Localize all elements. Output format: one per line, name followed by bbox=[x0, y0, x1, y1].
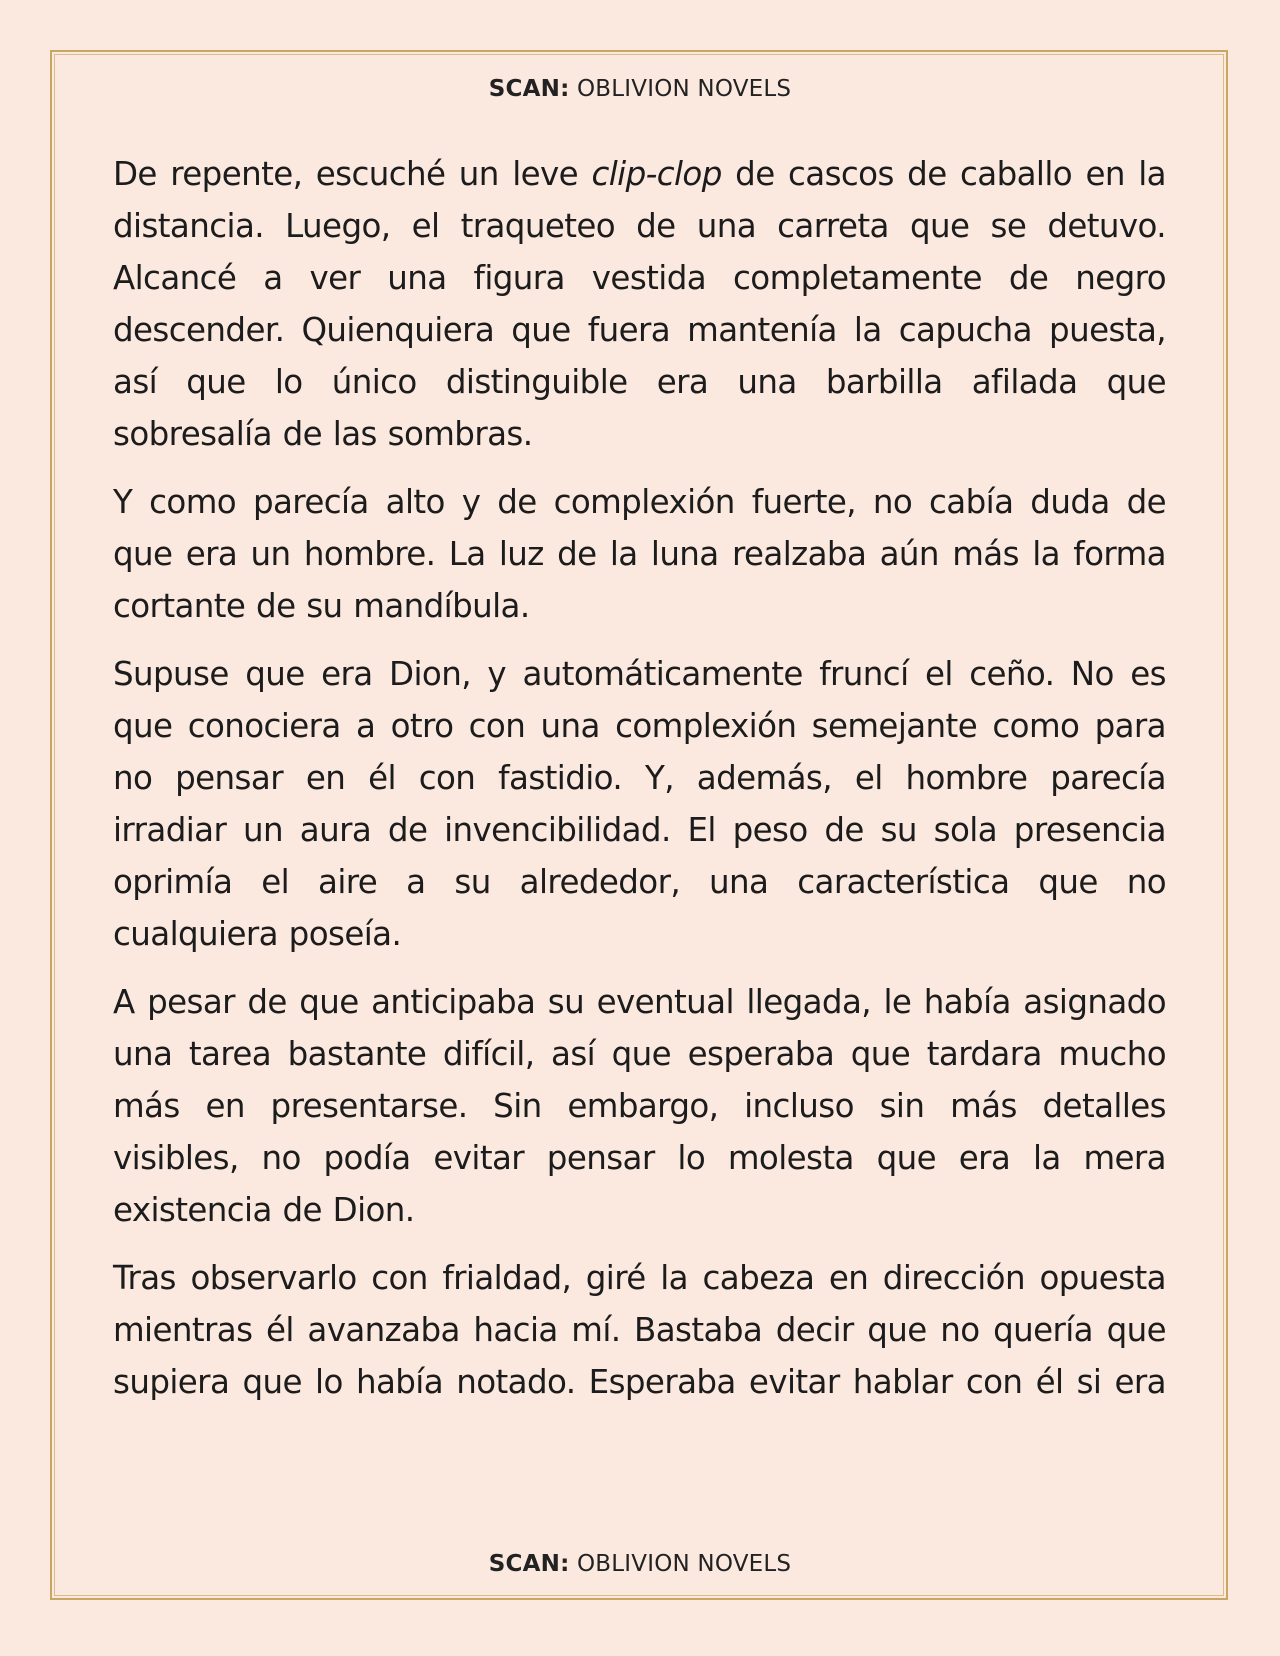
paragraph-1-italic: clip-clop bbox=[591, 155, 722, 193]
header-scan-credit bbox=[0, 76, 1280, 102]
paragraph-4: A pesar de que anticipaba su eventual llegada, le había asignado una tarea bastante difícil, así que esperaba que tardara mucho más en presentarse. Sin embargo, incluso sin más detalles visibles, no podía evitar pensar lo molesta que era la mera existencia de Dion. bbox=[113, 983, 1166, 1229]
paragraph-3: Supuse que era Dion, y automáticamente fruncí el ceño. No es que conociera a otro con una complexión semejante como para no pensar en él con fastidio. Y, además, el hombre parecía irradiar un aura de invencibilidad. El peso de su sola presencia oprimía el aire a su alrededor, una característica que no cualquiera poseía. bbox=[113, 655, 1166, 953]
footer-scan-source: OBLIVION NOVELS bbox=[569, 1551, 792, 1577]
paragraph-1-end: de cascos de caballo en la distancia. Luego, el traqueteo de una carreta que se detuvo. Alcancé a ver una figura vestida completamente de negro descender. Quienquiera que fuera mantenía la capucha puesta, así que lo único distinguible era una barbilla afilada que sobresalía de las sombras. bbox=[113, 155, 1167, 453]
header-scan-prefix: SCAN: bbox=[488, 76, 570, 102]
paragraph-5: Tras observarlo con frialdad, giré la cabeza en dirección opuesta mientras él avanzaba hacia mí. Bastaba decir que no quería que supiera que lo había notado. Esperaba evitar hablar con él si era bbox=[113, 1259, 1166, 1401]
paragraph-1 bbox=[113, 148, 1166, 460]
footer-scan-prefix: SCAN: bbox=[488, 1551, 570, 1577]
paragraph-2: Y como parecía alto y de complexión fuerte, no cabía duda de que era un hombre. La luz de la luna realzaba aún más la forma cortante de su mandíbula. bbox=[113, 483, 1166, 625]
paragraph-1-start: De repente, escuché un leve bbox=[113, 155, 592, 193]
footer-scan-credit bbox=[0, 1551, 1280, 1577]
page-body bbox=[113, 148, 1166, 1424]
header-scan-source: OBLIVION NOVELS bbox=[569, 76, 792, 102]
